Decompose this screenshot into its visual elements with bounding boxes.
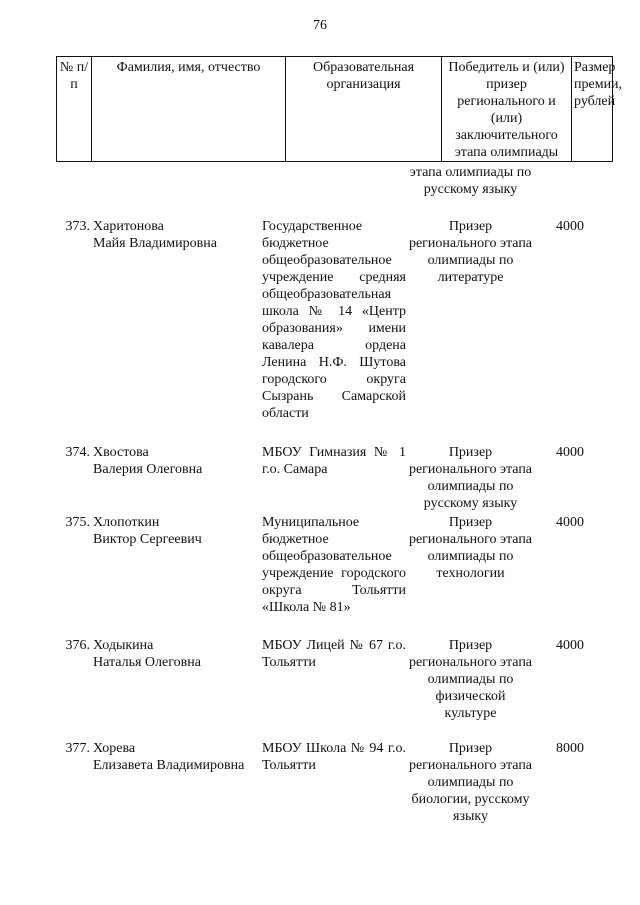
row-organization: Государственное бюджетное общеобразовательное учреждение средняя общеобразовательная школа № 14 «Центр образования» имени кавалера ордена Ленина Н.Ф. Шутова городского округа Сызрань Самарской области xyxy=(262,219,406,421)
row-number: 374. xyxy=(65,445,90,460)
row-given-names: Виктор Сергеевич xyxy=(93,532,202,547)
row-organization: МБОУ Школа № 94 г.о. Тольятти xyxy=(262,741,406,773)
row-prize: 8000 xyxy=(556,741,584,756)
table-header xyxy=(56,56,623,162)
row-result: Призер регионального этапа олимпиады по физической культуре xyxy=(408,638,533,721)
row-full-name xyxy=(93,218,283,252)
header-organization: Образовательная организация xyxy=(286,57,442,162)
page-number: 76 xyxy=(313,18,327,33)
row-prize: 4000 xyxy=(556,219,584,234)
row-number: 377. xyxy=(65,741,90,756)
row-result: Призер регионального этапа олимпиады по биологии, русскому языку xyxy=(408,741,533,824)
header-result: Победитель и (или) призер регионального и (или) заключительного этапа олимпиады xyxy=(442,57,572,162)
row-organization: МБОУ Гимназия № 1 г.о. Самара xyxy=(262,445,406,477)
row-surname: Хорева xyxy=(93,741,136,756)
row-prize: 4000 xyxy=(556,638,584,653)
carryover-result-text: этапа олимпиады по русскому языку xyxy=(409,165,532,197)
row-full-name xyxy=(93,514,283,548)
row-surname: Хлопоткин xyxy=(93,515,160,530)
row-prize: 4000 xyxy=(556,445,584,460)
row-result: Призер регионального этапа олимпиады по русскому языку xyxy=(408,445,533,511)
row-number: 376. xyxy=(65,638,90,653)
row-organization: МБОУ Лицей № 67 г.о. Тольятти xyxy=(262,638,406,670)
row-number: 375. xyxy=(65,515,90,530)
row-given-names: Наталья Олеговна xyxy=(93,655,201,670)
row-given-names: Валерия Олеговна xyxy=(93,462,203,477)
header-full-name: Фамилия, имя, отчество xyxy=(92,57,286,162)
row-result: Призер регионального этапа олимпиады по литературе xyxy=(408,219,533,285)
row-prize: 4000 xyxy=(556,515,584,530)
row-surname: Ходыкина xyxy=(93,638,154,653)
header-number: № п/п xyxy=(57,57,92,162)
row-result: Призер регионального этапа олимпиады по технологии xyxy=(408,515,533,581)
row-full-name xyxy=(93,740,283,774)
row-given-names: Елизавета Владимировна xyxy=(93,758,245,773)
row-full-name xyxy=(93,444,283,478)
row-number: 373. xyxy=(65,219,90,234)
header-prize: Размер премии, рублей xyxy=(572,57,613,162)
row-surname: Харитонова xyxy=(93,219,164,234)
row-full-name xyxy=(93,637,283,671)
row-surname: Хвостова xyxy=(93,445,149,460)
row-organization: Муниципальное бюджетное общеобразовательное учреждение городского округа Тольятти «Школа № 81» xyxy=(262,515,406,615)
row-given-names: Майя Владимировна xyxy=(93,236,217,251)
